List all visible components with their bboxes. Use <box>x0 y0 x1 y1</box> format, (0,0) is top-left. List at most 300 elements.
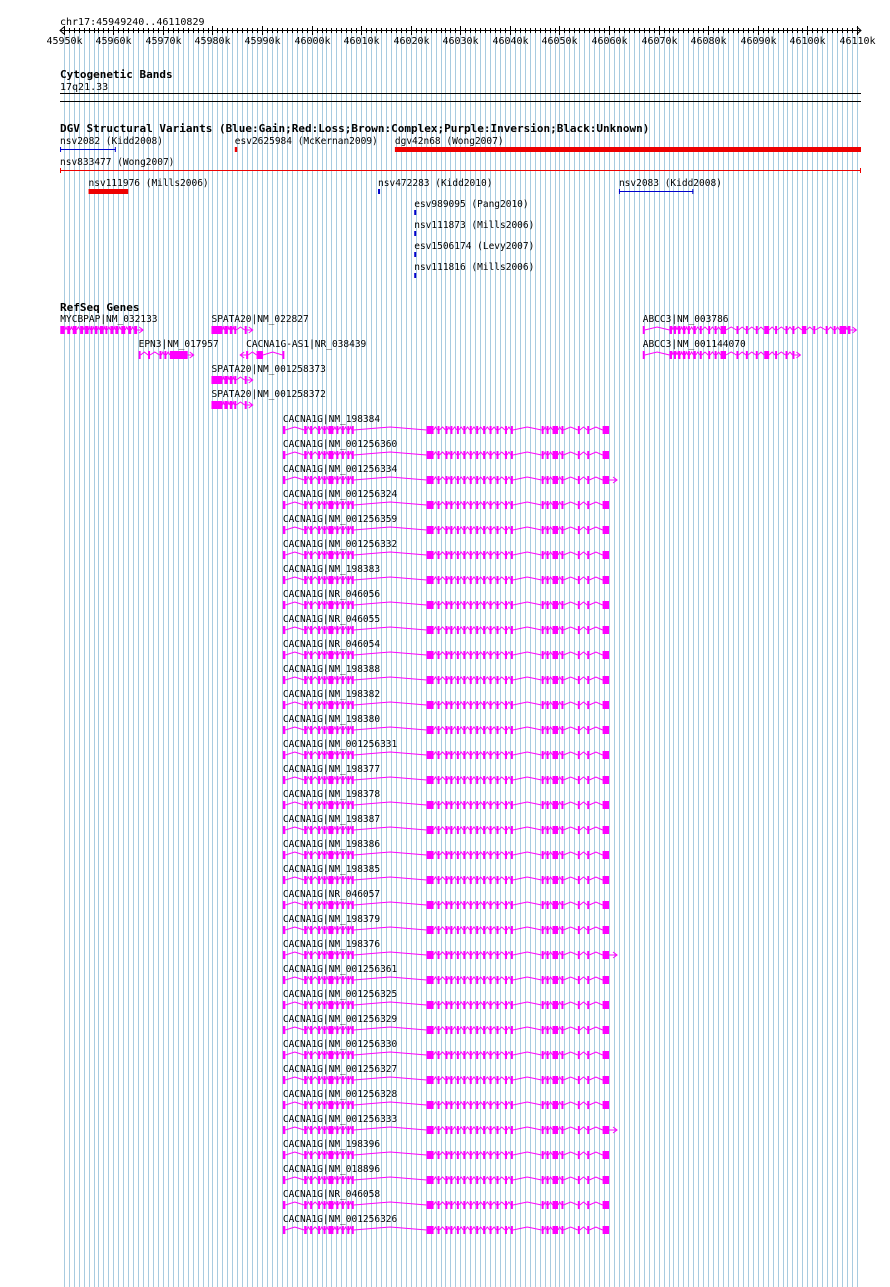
gene-exon <box>813 326 815 334</box>
gene-exon <box>342 526 344 534</box>
gene-exon <box>547 726 549 734</box>
gene-exon <box>490 1076 492 1084</box>
gene-intron <box>589 677 602 680</box>
gene-exon <box>445 676 447 684</box>
gene-exon <box>318 876 320 884</box>
gene-exon <box>318 726 320 734</box>
gene-intron <box>589 577 602 580</box>
gene-exon <box>427 526 434 534</box>
gene-intron <box>452 577 456 580</box>
gene-exon <box>352 726 354 734</box>
gene-exon <box>427 626 434 634</box>
gene-intron <box>354 577 427 580</box>
gene-intron <box>440 1152 446 1155</box>
gene-exon <box>476 826 478 834</box>
gene-intron <box>580 977 587 980</box>
gene-intron <box>513 877 542 880</box>
gene-label: CACNA1G|NM_001256359 <box>282 514 398 525</box>
gene-intron <box>333 827 336 830</box>
gene-exon <box>310 1126 312 1134</box>
gene-intron <box>580 1127 587 1130</box>
gene-exon <box>700 326 702 334</box>
gene-intron <box>354 852 427 855</box>
gene-exon <box>304 501 306 509</box>
gene-intron <box>702 327 708 330</box>
gene-exon <box>587 501 589 509</box>
gene-exon <box>445 651 447 659</box>
gene-exon <box>324 1176 326 1184</box>
gene-intron <box>285 552 304 555</box>
gene-exon <box>756 326 758 334</box>
gene-intron <box>459 627 463 630</box>
gene-exon <box>310 676 312 684</box>
gene-exon <box>427 1076 434 1084</box>
gene-intron <box>440 1002 446 1005</box>
gene-exon <box>603 1201 609 1209</box>
gene-exon <box>283 826 285 834</box>
gene-exon <box>304 901 306 909</box>
gene-exon <box>257 351 263 359</box>
gene-exon <box>505 1001 507 1009</box>
gene-exon <box>470 1051 472 1059</box>
gene-intron <box>563 1077 577 1080</box>
gene-intron <box>499 677 505 680</box>
gene-exon <box>304 451 306 459</box>
gene-label: CACNA1G|NR_046055 <box>282 614 381 625</box>
gene-exon <box>304 926 306 934</box>
gene-exon <box>310 926 312 934</box>
dgv-feature-bar <box>414 210 416 215</box>
gene-exon <box>483 601 485 609</box>
gene-exon <box>304 676 306 684</box>
gene-exon <box>438 926 440 934</box>
gene-intron <box>580 852 587 855</box>
gene-exon <box>234 326 236 334</box>
gene-intron <box>589 852 602 855</box>
gene-intron <box>440 777 446 780</box>
gene-exon <box>497 651 499 659</box>
gene-exon <box>511 976 513 984</box>
gene-exon <box>445 1101 447 1109</box>
gene-exon <box>542 601 544 609</box>
gene-exon <box>445 901 447 909</box>
gene-exon <box>159 351 161 359</box>
ruler-tick-label: 46000k <box>294 36 331 47</box>
gene-exon <box>578 851 580 859</box>
gene-intron <box>459 477 463 480</box>
gene-exon <box>445 476 447 484</box>
gene-intron <box>459 1177 463 1180</box>
gene-exon <box>427 451 434 459</box>
gene-exon <box>490 1001 492 1009</box>
gene-exon <box>427 751 434 759</box>
gene-intron <box>499 1027 505 1030</box>
gene-exon <box>561 1226 563 1234</box>
gene-exon <box>826 326 828 334</box>
gene-exon <box>342 1201 344 1209</box>
gene-exon <box>283 751 285 759</box>
gene-exon <box>438 801 440 809</box>
gene-exon <box>352 901 354 909</box>
gene-exon <box>587 426 589 434</box>
gene-exon <box>450 726 452 734</box>
gene-exon <box>511 1176 513 1184</box>
gene-exon <box>792 351 794 359</box>
gene-exon <box>352 1201 354 1209</box>
gene-exon <box>505 626 507 634</box>
gene-intron <box>452 527 456 530</box>
dgv-feature-label: nsv111976 (Mills2006) <box>88 178 209 189</box>
gene-exon <box>603 476 609 484</box>
gene-exon <box>470 626 472 634</box>
gene-intron <box>589 752 602 755</box>
gene-exon <box>310 1001 312 1009</box>
gene-exon <box>352 951 354 959</box>
gene-intron <box>452 852 456 855</box>
gene-exon <box>318 851 320 859</box>
gene-exon <box>802 326 806 334</box>
gene-intron <box>513 927 542 930</box>
gene-intron <box>499 927 505 930</box>
gene-intron <box>447 602 450 605</box>
gene-label: CACNA1G|NM_001256328 <box>282 1089 398 1100</box>
gene-intron <box>589 1102 602 1105</box>
gene-exon <box>483 1226 485 1234</box>
gene-intron <box>645 352 670 355</box>
gene-exon <box>352 626 354 634</box>
gene-exon <box>483 1051 485 1059</box>
gene-intron <box>513 602 542 605</box>
gene-exon <box>587 751 589 759</box>
gene-exon <box>490 1226 492 1234</box>
gene-exon <box>553 1226 558 1234</box>
gene-exon <box>476 1001 478 1009</box>
gene-exon <box>542 1001 544 1009</box>
gene-intron <box>513 1152 542 1155</box>
gene-exon <box>347 776 349 784</box>
gene-exon <box>561 551 563 559</box>
gene-intron <box>440 477 446 480</box>
gene-exon <box>457 476 459 484</box>
gene-intron <box>452 652 456 655</box>
gene-exon <box>445 426 447 434</box>
gene-intron <box>563 452 577 455</box>
gene-intron <box>354 1202 427 1205</box>
gene-intron <box>333 977 336 980</box>
dgv-feature-label: nsv2082 (Kidd2008) <box>60 136 164 147</box>
gene-exon <box>490 1026 492 1034</box>
gene-exon <box>553 551 558 559</box>
gene-intron <box>333 627 336 630</box>
gene-exon <box>318 526 320 534</box>
gene-exon <box>587 551 589 559</box>
gene-exon <box>497 751 499 759</box>
gene-label: CACNA1G|NM_001256329 <box>282 1014 398 1025</box>
gene-exon <box>483 551 485 559</box>
gene-exon <box>336 726 338 734</box>
gene-exon <box>310 826 312 834</box>
gene-intron <box>513 452 542 455</box>
gene-exon <box>328 851 333 859</box>
gene-exon <box>587 1101 589 1109</box>
gene-exon <box>328 476 333 484</box>
gene-exon <box>457 701 459 709</box>
gene-exon <box>445 726 447 734</box>
gene-exon <box>578 526 580 534</box>
gene-intron <box>333 502 336 505</box>
gene-intron <box>580 702 587 705</box>
gene-exon <box>450 826 452 834</box>
gene-exon <box>352 1001 354 1009</box>
gene-intron <box>563 727 577 730</box>
gene-exon <box>148 351 150 359</box>
gene-exon <box>445 876 447 884</box>
gene-intron <box>459 852 463 855</box>
gene-exon <box>603 1026 609 1034</box>
gene-exon <box>318 776 320 784</box>
gene-intron <box>285 477 304 480</box>
gene-intron <box>499 777 505 780</box>
gene-intron <box>459 1077 463 1080</box>
gene-exon <box>427 651 434 659</box>
gene-intron <box>563 1152 577 1155</box>
gene-exon <box>304 751 306 759</box>
gene-label: CACNA1G|NM_001256333 <box>282 1114 398 1125</box>
gene-intron <box>447 1127 450 1130</box>
gene-exon <box>336 1176 338 1184</box>
gene-exon <box>457 451 459 459</box>
gene-intron <box>513 527 542 530</box>
gene-intron <box>285 427 304 430</box>
gene-exon <box>445 1176 447 1184</box>
gene-exon <box>775 326 777 334</box>
gene-exon <box>450 1026 452 1034</box>
gene-exon <box>603 451 609 459</box>
gene-exon <box>470 1151 472 1159</box>
gene-exon <box>547 1226 549 1234</box>
gene-exon <box>450 651 452 659</box>
gene-exon <box>427 701 434 709</box>
gene-exon <box>587 826 589 834</box>
gene-exon <box>304 576 306 584</box>
gene-intron <box>563 827 577 830</box>
gene-exon <box>505 826 507 834</box>
refseq-track-title: RefSeq Genes <box>60 301 140 314</box>
gene-intron <box>452 977 456 980</box>
gene-exon <box>336 1026 338 1034</box>
gene-intron <box>447 1227 450 1230</box>
gene-label: CACNA1G|NR_046054 <box>282 639 381 650</box>
gene-exon <box>80 326 83 334</box>
gene-exon <box>476 1126 478 1134</box>
gene-exon <box>505 676 507 684</box>
gene-exon <box>505 1076 507 1084</box>
gene-exon <box>792 326 794 334</box>
gene-exon <box>547 701 549 709</box>
dgv-feature-bar <box>89 189 129 194</box>
gene-exon <box>490 601 492 609</box>
gene-exon <box>553 1026 558 1034</box>
gene-intron <box>513 802 542 805</box>
gene-exon <box>347 1126 349 1134</box>
gene-exon <box>603 601 609 609</box>
gene-exon <box>553 1201 558 1209</box>
gene-exon <box>230 401 232 409</box>
gene-exon <box>603 426 609 434</box>
gene-exon <box>318 501 320 509</box>
gene-intron <box>513 552 542 555</box>
gene-exon <box>497 801 499 809</box>
gene-intron <box>333 852 336 855</box>
gene-intron <box>513 752 542 755</box>
gene-exon <box>310 476 312 484</box>
gene-exon <box>347 851 349 859</box>
gene-exon <box>490 851 492 859</box>
gene-intron <box>563 502 577 505</box>
gene-intron <box>499 952 505 955</box>
gene-exon <box>476 676 478 684</box>
gene-exon <box>483 1001 485 1009</box>
gene-exon <box>328 601 333 609</box>
gene-exon <box>547 476 549 484</box>
gene-label: CACNA1G|NM_001256326 <box>282 1214 398 1225</box>
gene-exon <box>342 1176 344 1184</box>
gene-exon <box>318 951 320 959</box>
gene-intron <box>589 1152 602 1155</box>
gene-exon <box>547 1201 549 1209</box>
gene-intron <box>440 1177 446 1180</box>
gene-intron <box>580 627 587 630</box>
gene-intron <box>589 1127 602 1130</box>
gene-exon <box>542 451 544 459</box>
gene-intron <box>563 777 577 780</box>
gene-exon <box>505 1201 507 1209</box>
gene-exon <box>427 1151 434 1159</box>
gene-label: CACNA1G-AS1|NR_038439 <box>246 339 367 350</box>
gene-exon <box>463 576 465 584</box>
gene-exon <box>561 1001 563 1009</box>
gene-exon <box>457 1101 459 1109</box>
gene-exon <box>483 1151 485 1159</box>
gene-exon <box>283 1126 285 1134</box>
gene-intron <box>459 802 463 805</box>
gene-exon <box>603 726 609 734</box>
gene-intron <box>285 1177 304 1180</box>
gene-intron <box>354 1052 427 1055</box>
gene-intron <box>513 1002 542 1005</box>
gene-intron <box>589 602 602 605</box>
gene-intron <box>513 1227 542 1230</box>
gene-exon <box>470 1226 472 1234</box>
gene-exon <box>490 751 492 759</box>
gene-intron <box>447 552 450 555</box>
gene-intron <box>589 527 602 530</box>
gene-exon <box>542 826 544 834</box>
gene-exon <box>427 1026 434 1034</box>
gene-exon <box>283 701 285 709</box>
gene-exon <box>283 1051 285 1059</box>
gene-exon <box>342 826 344 834</box>
gene-intron <box>459 902 463 905</box>
gene-exon <box>211 401 222 409</box>
gene-exon <box>336 826 338 834</box>
gene-exon <box>688 326 690 334</box>
gene-exon <box>547 1176 549 1184</box>
gene-exon <box>476 1101 478 1109</box>
gene-intron <box>499 702 505 705</box>
gene-exon <box>561 926 563 934</box>
gene-intron <box>513 1052 542 1055</box>
gene-exon <box>336 1076 338 1084</box>
gene-exon <box>450 851 452 859</box>
gene-exon <box>342 951 344 959</box>
gene-exon <box>483 851 485 859</box>
gene-exon <box>328 526 333 534</box>
gene-exon <box>450 1201 452 1209</box>
gene-exon <box>542 1051 544 1059</box>
gene-exon <box>450 626 452 634</box>
gene-intron <box>563 752 577 755</box>
gene-exon <box>445 951 447 959</box>
gene-exon <box>450 551 452 559</box>
gene-exon <box>505 576 507 584</box>
ruler-tick-label: 45980k <box>194 36 231 47</box>
dgv-feature-bar <box>395 147 861 152</box>
gene-exon <box>756 351 758 359</box>
gene-intron <box>285 1027 304 1030</box>
gene-intron <box>285 677 304 680</box>
gene-intron <box>499 477 505 480</box>
gene-intron <box>563 1102 577 1105</box>
gene-exon <box>463 1201 465 1209</box>
gene-exon <box>561 826 563 834</box>
gene-exon <box>561 851 563 859</box>
gene-intron <box>285 902 304 905</box>
gene-exon <box>603 801 609 809</box>
gene-exon <box>310 1026 312 1034</box>
gene-intron <box>285 1052 304 1055</box>
gene-exon <box>310 726 312 734</box>
gene-exon <box>476 626 478 634</box>
gene-exon <box>542 776 544 784</box>
gene-exon <box>505 1176 507 1184</box>
gene-exon <box>457 1226 459 1234</box>
gene-exon <box>603 751 609 759</box>
gene-intron <box>354 477 427 480</box>
gene-exon <box>542 426 544 434</box>
gene-exon <box>578 651 580 659</box>
gene-exon <box>245 376 247 384</box>
gene-exon <box>310 1101 312 1109</box>
gene-exon <box>450 1126 452 1134</box>
gene-exon <box>587 1126 589 1134</box>
gene-intron <box>513 852 542 855</box>
gene-exon <box>347 501 349 509</box>
gene-exon <box>336 601 338 609</box>
gene-exon <box>561 1151 563 1159</box>
gene-intron <box>563 1202 577 1205</box>
gene-intron <box>65 327 67 330</box>
gene-exon <box>470 651 472 659</box>
gene-exon <box>547 601 549 609</box>
gene-exon <box>324 701 326 709</box>
gene-intron <box>580 552 587 555</box>
gene-exon <box>578 801 580 809</box>
gene-exon <box>457 601 459 609</box>
dgv-feature-bar <box>414 252 416 257</box>
gene-exon <box>587 1001 589 1009</box>
gene-exon <box>304 1176 306 1184</box>
